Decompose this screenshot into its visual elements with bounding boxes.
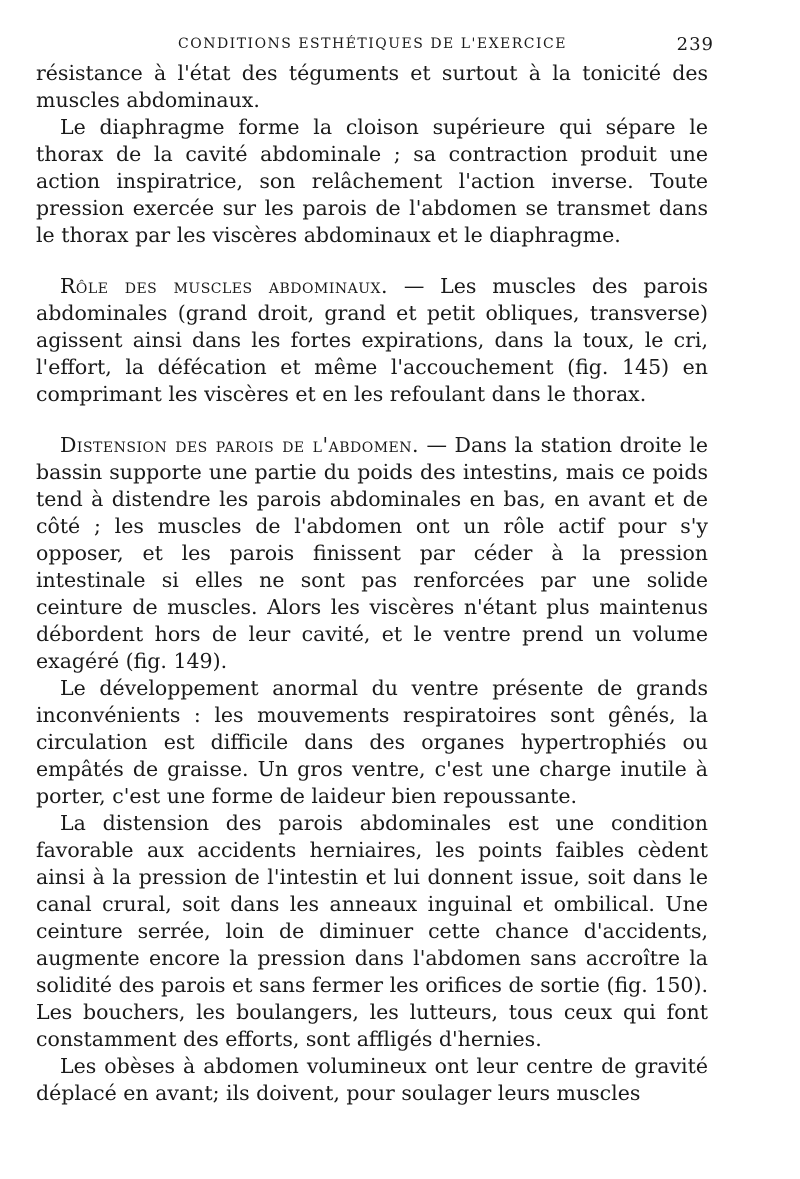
- section-role-muscles: [36, 273, 708, 408]
- section-body-role: — Les muscles des parois abdominales (grand droit, grand et petit obliques, transverse) agissent ainsi dans les fortes expirations, dans la toux, le cri, l'effort, la défécation et même l'accouchement (fig. 145) en comprimant les viscères et en les refoulant dans le thorax.: [36, 274, 708, 406]
- page-number: 239: [676, 34, 714, 55]
- section-distension: [36, 432, 708, 675]
- paragraph-diaphragme: Le diaphragme forme la cloison supérieure qui sépare le thorax de la cavité abdominale ; sa contraction produit une action inspiratrice, son relâchement l'action inverse. Toute pression exercée sur les parois de l'abdomen se transmet dans le thorax par les viscères abdominaux et le diaphragme.: [36, 115, 708, 247]
- paragraph-hernies: La distension des parois abdominales est une condition favorable aux accidents herniaires, les points faibles cèdent ainsi à la pression de l'intestin et lui donnent issue, soit dans le canal crural, soit dans les anneaux inguinal et ombilical. Une ceinture serrée, loin de diminuer cette chance d'accidents, augmente encore la pression dans l'abdomen sans accroître la solidité des parois et sans fermer les orifices de sortie (fig. 150). Les bouchers, les boulangers, les lutteurs, tous ceux qui font constamment des efforts, sont affligés d'hernies.: [36, 811, 708, 1051]
- paragraph-developpement: Le développement anormal du ventre présente de grands inconvénients : les mouvements respiratoires sont gênés, la circulation est difficile dans des organes hypertrophiés ou empâtés de graisse. Un gros ventre, c'est une charge inutile à porter, c'est une forme de laideur bien repoussante.: [36, 676, 708, 808]
- page-header: [36, 30, 714, 60]
- section-title-role: Rôle des muscles abdominaux.: [60, 274, 389, 298]
- paragraph-obeses: Les obèses à abdomen volumineux ont leur centre de gravité déplacé en avant; ils doivent, pour soulager leurs muscles: [36, 1054, 708, 1105]
- section-title-distension: Distension des parois de l'abdomen.: [60, 433, 420, 457]
- body-text: [36, 60, 708, 1107]
- section-body-distension: — Dans la station droite le bassin supporte une partie du poids des intestins, mais ce poids tend à distendre les parois abdominales en bas, en avant et de côté ; les muscles de l'abdomen ont un rôle actif pour s'y opposer, et les parois finissent par céder à la pression intestinale si elles ne sont pas renforcées par une solide ceinture de muscles. Alors les viscères n'étant plus maintenus débordent hors de leur cavité, et le ventre prend un volume exagéré (fig. 149).: [36, 433, 708, 673]
- running-title: CONDITIONS ESTHÉTIQUES DE L'EXERCICE: [178, 36, 567, 52]
- paragraph-continued: résistance à l'état des téguments et surtout à la tonicité des muscles abdominaux.: [36, 61, 708, 112]
